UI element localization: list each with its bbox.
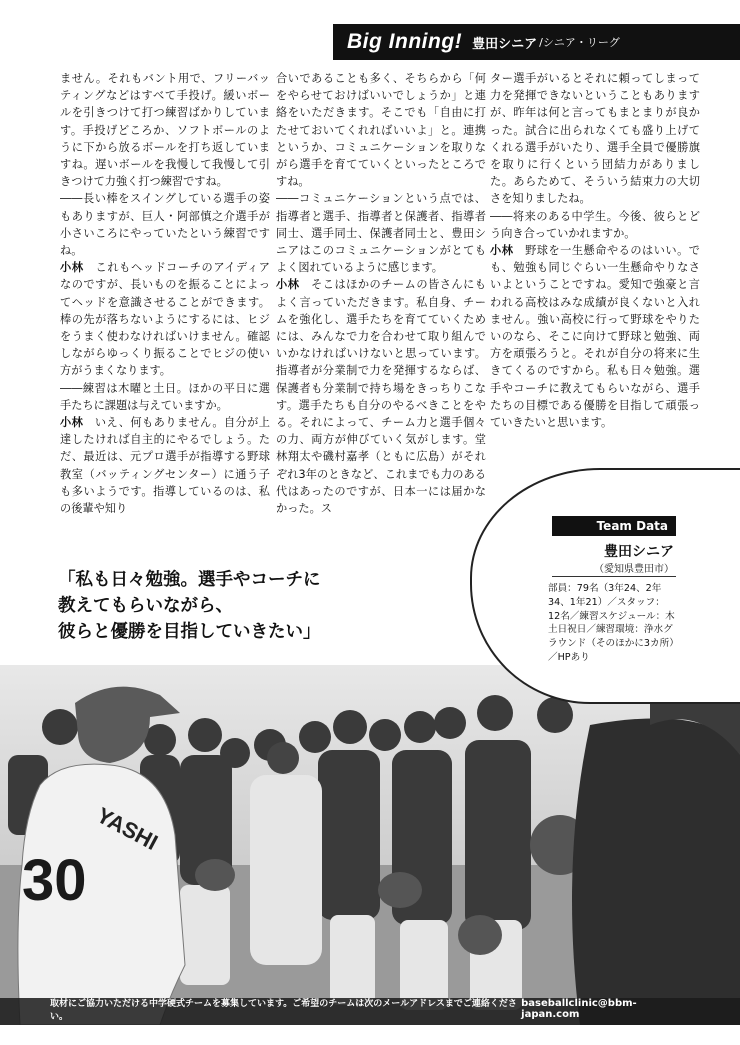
paragraph: 小林 これもヘッドコーチのアイディアなのですが、長いものを振ることによってヘッドを意識させることができます。棒の先が落ちないようにするには、ヒジをうまく使わなければいけません。確認しながらゆっくり振ることでヒジの使い方がうまくなります。: [60, 261, 270, 378]
team-data-city: （愛知県豊田市）: [594, 564, 674, 575]
paragraph: ――練習は木曜と土日。ほかの平日に選手たちに課題は与えていますか。: [60, 381, 270, 412]
paragraph: ません。それもバント用で、フリーバッティングなどはすべて手投げ。緩いボールを引きつけて打つ練習ばかりしています。手投げどころか、ソフトボールのように下から放るボールを打ち返していますね。遅いボールを我慢して我慢して引きつけて力強く打つ練習ですね。: [60, 72, 270, 189]
speaker-label: 小林: [60, 416, 84, 430]
team-data-details: 部員：79名（3年24、2年34、1年21）／スタッフ：12名／練習スケジュール：木土日祝日／練習環境：浄水グラウンド（そのほかに3カ所）／HPあり: [548, 583, 675, 663]
speaker-label: 小林: [276, 278, 300, 292]
jersey-lettering: YASHI: [92, 802, 162, 856]
header-team-name: 豊田シニア: [472, 36, 538, 52]
speaker-label: 小林: [490, 244, 514, 258]
pull-quote-line: 「私も日々勉強。選手やコーチに: [58, 570, 321, 590]
footer-notice: [50, 998, 690, 1020]
footer-email[interactable]: baseballclinic@bbm-japan.com: [521, 998, 637, 1020]
team-photo: [0, 665, 740, 1025]
article-column-3: [490, 70, 700, 431]
paragraph: 小林 野球を一生懸命やるのはいい。でも、勉強も同じぐらい一生懸命やりなさいよということですね。愛知で強豪と言われる高校はみな成績が良くないと入れません。強い高校に行って野球をやりたいのなら、そこに向けて野球と勉強、両方を頑張ろうと。それが自分の将来に生きてくるのですから。私も日々勉強。選手やコーチに教えてもらいながら、選手たちの目標である優勝を目指して頑張っていきたいと思います。: [490, 244, 700, 430]
team-data-title: Team Data: [552, 516, 676, 536]
team-data-name: 豊田シニア: [604, 544, 674, 560]
article-column-1: [60, 70, 270, 517]
paragraph: ――長い棒をスイングしている選手の姿もありますが、巨人・阿部慎之介選手が小さいころにやっていたという練習ですね。: [60, 192, 270, 258]
pull-quote-line: 教えてもらいながら、: [58, 596, 233, 616]
header-league: /シニア・リーグ: [539, 36, 620, 49]
paragraph: ――将来のある中学生。今後、彼らとどう向き合っていかれますか。: [490, 209, 700, 240]
jersey-number: 30: [22, 848, 87, 913]
divider: [552, 576, 676, 577]
footer-notice-text: 取材にご協力いただける中学硬式チームを募集しています。ご希望のチームは次のメールアドレスまでご連絡ください。: [50, 999, 517, 1022]
paragraph: ター選手がいるとそれに頼ってしまって力を発揮できないということもありますが、昨年は何と言ってもまとまりが良かった。試合に出られなくても盛り上げてくれる選手がいたり、選手全員で優勝旗を取りに行くという団結力がありました。あらためて、そういう結束力の大切さを知りましたね。: [490, 72, 700, 206]
section-header: [333, 24, 740, 60]
paragraph: 小林 いえ、何もありません。自分が上達したければ自主的にやるでしょう。ただ、最近は、元プロ選手が指導する野球教室（バッティングセンター）に通う子も多いようです。指導しているのは、私の後輩や知り: [60, 416, 270, 516]
paragraph: 小林 そこはほかのチームの皆さんにもよく言っていただきます。私自身、チームを強化し、選手たちを育てていくためには、みんなで力を合わせて取り組んでいかなければいけないと思っています。指導者が分業制で力を発揮するならば、保護者も分業制で持ち場をきっちりこなす。選手たちも自分のやるべきことをやる。それによって、チーム力と選手個々の力、両方が伸びていく気がします。堂林翔太や磯村嘉孝（ともに広島）がそれぞれ3年のときなど、これまでも力のある代はあったのですが、日本一には届かなかった。ス: [276, 278, 486, 516]
paragraph: ――コミュニケーションという点では、指導者と選手、指導者と保護者、指導者同士、選手同士、保護者同士と、豊田シニアはこのコミュニケーションがとてもよく図れているように感じます。: [276, 192, 486, 275]
paragraph: 合いであることも多く、そちらから「何をやらせておけばいいでしょうか」と連絡をいただきます。そこでも「自由に打たせておいてくれればいいよ」と。連携というか、コミュニケーションを取りながら選手を育てていくといったところですね。: [276, 72, 486, 189]
magazine-section-logo: Big Inning!: [347, 30, 463, 53]
article-column-2: [276, 70, 486, 517]
pull-quote-line: 彼らと優勝を目指していきたい」: [58, 622, 321, 642]
pull-quote: [58, 567, 438, 645]
speaker-label: 小林: [60, 261, 84, 275]
